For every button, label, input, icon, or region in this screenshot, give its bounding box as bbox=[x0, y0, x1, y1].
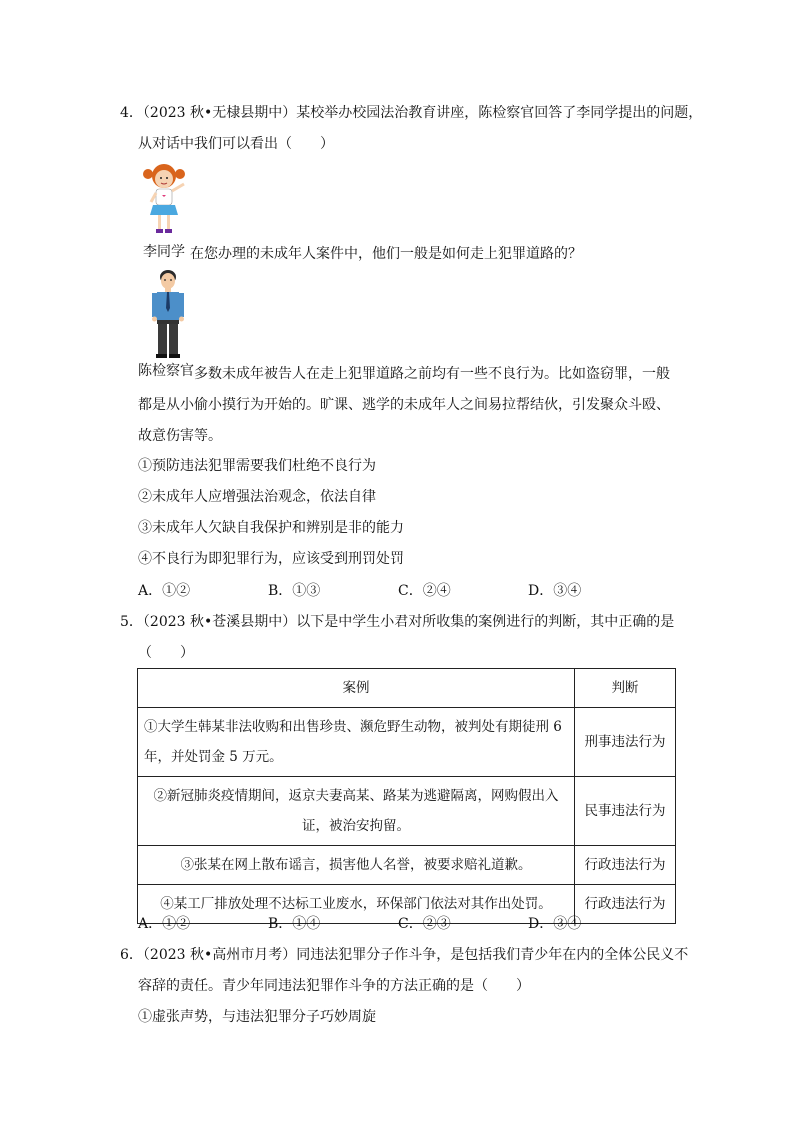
prosecutor-man-illustration bbox=[150, 268, 186, 360]
q6-stem-line1: 6．（2023 秋•高州市月考）同违法犯罪分子作斗争，是包括我们青少年在内的全体公民义不 bbox=[120, 947, 689, 963]
case-cell: ①大学生韩某非法收购和出售珍贵、濒危野生动物，被判处有期徒刑 6 年，并处罚金 5 万元。 bbox=[138, 708, 575, 777]
q4-option-d[interactable]: D．③④ bbox=[528, 583, 582, 599]
q4-option-a[interactable]: A．①② bbox=[138, 583, 191, 599]
q5-options bbox=[138, 913, 658, 933]
case-cell: ④某工厂排放处理不达标工业废水，环保部门依法对其作出处罚。 bbox=[138, 885, 575, 924]
table-row bbox=[138, 708, 676, 777]
table-row bbox=[138, 846, 676, 885]
q5-option-d[interactable]: D．③④ bbox=[528, 916, 582, 932]
q5-stem-line1: 5．（2023 秋•苍溪县期中）以下是中学生小君对所收集的案例进行的判断，其中正确的是 bbox=[120, 614, 675, 630]
q5-cases-table bbox=[137, 668, 676, 924]
student-question: 在您办理的未成年人案件中，他们一般是如何走上犯罪道路的？ bbox=[190, 246, 582, 262]
q4-option-c[interactable]: C．②④ bbox=[398, 583, 451, 599]
prosecutor-name: 陈检察官 bbox=[138, 363, 194, 379]
q6-stem-line2: 容辞的责任。青少年同违法犯罪作斗争的方法正确的是（ ） bbox=[138, 978, 530, 994]
q5-option-a[interactable]: A．①② bbox=[138, 916, 191, 932]
table-header-row bbox=[138, 669, 676, 708]
q4-stem-line2: 从对话中我们可以看出（ ） bbox=[138, 136, 334, 152]
q6-item-1: ①虚张声势，与违法犯罪分子巧妙周旋 bbox=[138, 1009, 376, 1025]
table-header-case: 案例 bbox=[138, 669, 575, 708]
table-header-judgement: 判断 bbox=[575, 669, 676, 708]
prosecutor-answer-line3: 故意伤害等。 bbox=[138, 428, 222, 444]
judgement-cell: 刑事违法行为 bbox=[575, 708, 676, 777]
q4-item-2: ②未成年人应增强法治观念，依法自律 bbox=[138, 489, 376, 505]
q5-stem-line2: （ ） bbox=[138, 645, 194, 661]
judgement-cell: 民事违法行为 bbox=[575, 777, 676, 846]
q5-option-b[interactable]: B．①④ bbox=[268, 916, 321, 932]
judgement-cell: 行政违法行为 bbox=[575, 885, 676, 924]
q4-item-4: ④不良行为即犯罪行为，应该受到刑罚处罚 bbox=[138, 551, 404, 567]
q4-item-3: ③未成年人欠缺自我保护和辨别是非的能力 bbox=[138, 520, 404, 536]
student-name: 李同学 bbox=[143, 244, 185, 260]
prosecutor-answer-line1: 多数未成年被告人在走上犯罪道路之前均有一些不良行为。比如盗窃罪，一般 bbox=[194, 366, 670, 382]
q5-option-c[interactable]: C．②③ bbox=[398, 916, 451, 932]
case-cell: ②新冠肺炎疫情期间，返京夫妻高某、路某为逃避隔离，网购假出入证，被治安拘留。 bbox=[138, 777, 575, 846]
q4-option-b[interactable]: B．①③ bbox=[268, 583, 321, 599]
judgement-cell: 行政违法行为 bbox=[575, 846, 676, 885]
q4-stem-line1: 4．（2023 秋•无棣县期中）某校举办校园法治教育讲座，陈检察官回答了李同学提出的问题， bbox=[120, 105, 703, 121]
q4-options bbox=[138, 580, 658, 600]
q4-item-1: ①预防违法犯罪需要我们杜绝不良行为 bbox=[138, 458, 376, 474]
student-girl-illustration bbox=[140, 160, 192, 238]
case-cell: ③张某在网上散布谣言，损害他人名誉，被要求赔礼道歉。 bbox=[138, 846, 575, 885]
prosecutor-answer-line2: 都是从小偷小摸行为开始的。旷课、逃学的未成年人之间易拉帮结伙，引发聚众斗殴、 bbox=[138, 397, 670, 413]
table-row bbox=[138, 777, 676, 846]
